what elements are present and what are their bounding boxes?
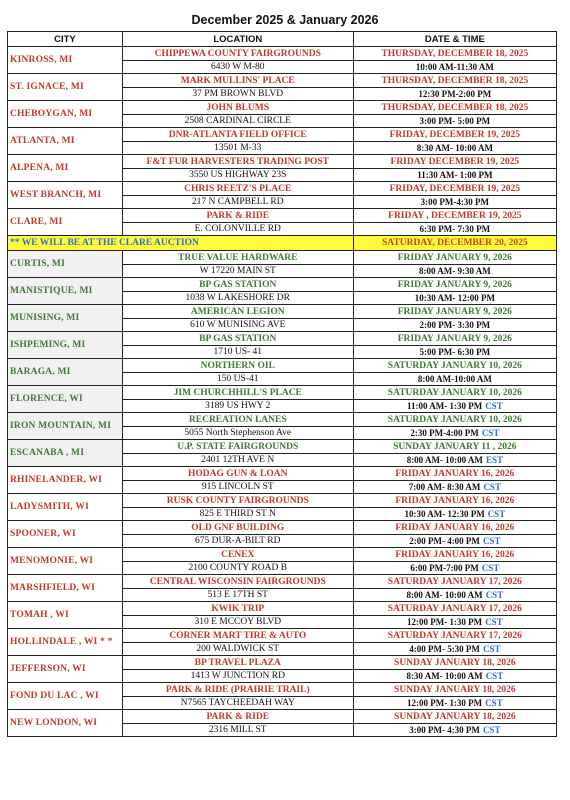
schedule-row-top — [8, 101, 557, 115]
location-address: 2508 CARDINAL CIRCLE — [122, 115, 353, 128]
timezone-label: CST — [485, 590, 504, 600]
location-address: 2401 12TH AVE N — [122, 454, 353, 467]
location-address: 1038 W LAKESHORE DR — [122, 292, 353, 305]
city-cell: CHEBOYGAN, MI — [8, 101, 123, 128]
banner-text: ** WE WILL BE AT THE CLARE AUCTION — [8, 236, 354, 251]
banner-row — [8, 236, 557, 251]
location-address: 1710 US- 41 — [122, 346, 353, 359]
location-name: RECREATION LANES — [122, 413, 353, 427]
schedule-row-top — [8, 251, 557, 265]
location-address: 2100 COUNTY ROAD B — [122, 562, 353, 575]
stop-time — [353, 142, 556, 155]
location-name: OLD GNF BUILDING — [122, 521, 353, 535]
time-text: 2:30 PM-4:00 PM — [410, 428, 479, 438]
timezone-label: CST — [482, 725, 501, 735]
stop-date: FRIDAY JANUARY 9, 2026 — [353, 251, 556, 265]
city-cell: BARAGA, MI — [8, 359, 123, 386]
stop-date: FRIDAY DECEMBER 19, 2025 — [353, 155, 556, 169]
city-cell: NEW LONDON, WI — [8, 710, 123, 737]
stop-date: SUNDAY JANUARY 18, 2026 — [353, 656, 556, 670]
location-name: DNR-ATLANTA FIELD OFFICE — [122, 128, 353, 142]
city-cell: WEST BRANCH, MI — [8, 182, 123, 209]
stop-date: FRIDAY JANUARY 9, 2026 — [353, 332, 556, 346]
time-text: 8:00 AM- 10:00 AM — [406, 590, 483, 600]
city-cell: MENOMONIE, WI — [8, 548, 123, 575]
location-address: 610 W MUNISING AVE — [122, 319, 353, 332]
city-header: CITY — [8, 32, 123, 47]
location-address: 150 US-41 — [122, 373, 353, 386]
location-name: CHRIS REETZ'S PLACE — [122, 182, 353, 196]
city-cell: TOMAH , WI — [8, 602, 123, 629]
city-cell: ATLANTA, MI — [8, 128, 123, 155]
stop-time — [353, 292, 556, 305]
city-cell: ST. IGNACE, MI — [8, 74, 123, 101]
location-name: MARK MULLINS' PLACE — [122, 74, 353, 88]
schedule-row-top — [8, 128, 557, 142]
stop-time — [353, 724, 556, 737]
time-text: 7:00 AM- 8:30 AM — [408, 482, 481, 492]
stop-time — [353, 481, 556, 494]
timezone-label: CST — [482, 644, 501, 654]
time-text: 10:30 AM- 12:00 PM — [414, 293, 495, 303]
city-cell: LADYSMITH, WI — [8, 494, 123, 521]
city-cell: FLORENCE, WI — [8, 386, 123, 413]
time-text: 11:30 AM- 1:00 PM — [417, 170, 493, 180]
banner-date: SATURDAY, DECEMBER 20, 2025 — [353, 236, 556, 251]
stop-time — [353, 196, 556, 209]
stop-time — [353, 535, 556, 548]
location-address: N7565 TAYCHEEDAH WAY — [122, 697, 353, 710]
location-name: BP GAS STATION — [122, 332, 353, 346]
stop-time — [353, 169, 556, 182]
location-address: 217 N CAMPBELL RD — [122, 196, 353, 209]
city-cell: MARSHFIELD, WI — [8, 575, 123, 602]
city-cell: CLARE, MI — [8, 209, 123, 236]
stop-date: FRIDAY , DECEMBER 19, 2025 — [353, 209, 556, 223]
stop-time — [353, 427, 556, 440]
schedule-row-top — [8, 494, 557, 508]
schedule-body — [8, 47, 557, 737]
location-name: AMERICAN LEGION — [122, 305, 353, 319]
city-cell: SPOONER, WI — [8, 521, 123, 548]
timezone-label: CST — [481, 563, 500, 573]
time-text: 3:00 PM-4:30 PM — [420, 197, 490, 207]
time-text: 2:00 PM- 4:00 PM — [409, 536, 480, 546]
stop-date: SATURDAY JANUARY 17, 2026 — [353, 629, 556, 643]
timezone-label: CST — [487, 509, 506, 519]
city-cell: ISHPEMING, MI — [8, 332, 123, 359]
stop-date: FRIDAY JANUARY 16, 2026 — [353, 521, 556, 535]
location-address: 3189 US HWY 2 — [122, 400, 353, 413]
location-name: PARK & RIDE — [122, 209, 353, 223]
schedule-row-top — [8, 209, 557, 223]
stop-time — [353, 88, 556, 101]
city-cell: MUNISING, MI — [8, 305, 123, 332]
datetime-header: DATE & TIME — [353, 32, 556, 47]
stop-time — [353, 643, 556, 656]
location-address: 13501 M-33 — [122, 142, 353, 155]
location-name: PARK & RIDE (PRAIRIE TRAIL) — [122, 683, 353, 697]
time-text: 8:00 AM- 10:00 AM — [406, 455, 483, 465]
time-text: 5:00 PM- 6:30 PM — [419, 347, 491, 357]
location-address: 513 E 17TH ST — [122, 589, 353, 602]
stop-date: FRIDAY, DECEMBER 19, 2025 — [353, 182, 556, 196]
time-text: 3:00 PM- 5:00 PM — [419, 116, 491, 126]
stop-time — [353, 319, 556, 332]
location-name: TRUE VALUE HARDWARE — [122, 251, 353, 265]
stop-date: SATURDAY JANUARY 17, 2026 — [353, 575, 556, 589]
location-address: 200 WALDWICK ST — [122, 643, 353, 656]
schedule-row-top — [8, 278, 557, 292]
timezone-label: CST — [481, 428, 500, 438]
timezone-label: CST — [482, 536, 501, 546]
location-address: 675 DUR-A-BILT RD — [122, 535, 353, 548]
schedule-row-top — [8, 440, 557, 454]
stop-time — [353, 400, 556, 413]
schedule-row-top — [8, 359, 557, 373]
schedule-row-top — [8, 575, 557, 589]
stop-date: THURSDAY, DECEMBER 18, 2025 — [353, 101, 556, 115]
location-name: NORTHERN OIL — [122, 359, 353, 373]
stop-date: SUNDAY JANUARY 18, 2026 — [353, 710, 556, 724]
stop-time — [353, 373, 556, 386]
stop-date: SATURDAY JANUARY 10, 2026 — [353, 386, 556, 400]
location-address: 825 E THIRD ST N — [122, 508, 353, 521]
location-address: 915 LINCOLN ST — [122, 481, 353, 494]
stop-date: THURSDAY, DECEMBER 18, 2025 — [353, 74, 556, 88]
time-text: 12:30 PM-2:00 PM — [418, 89, 492, 99]
schedule-row-top — [8, 155, 557, 169]
schedule-row-top — [8, 602, 557, 616]
stop-date: SUNDAY JANUARY 11 , 2026 — [353, 440, 556, 454]
time-text: 4:00 PM- 5:30 PM — [409, 644, 480, 654]
city-cell: ESCANABA , MI — [8, 440, 123, 467]
stop-date: SATURDAY JANUARY 10, 2026 — [353, 413, 556, 427]
time-text: 12:00 PM- 1:30 PM — [406, 617, 483, 627]
location-name: BP GAS STATION — [122, 278, 353, 292]
city-cell: IRON MOUNTAIN, MI — [8, 413, 123, 440]
timezone-label: CST — [485, 401, 503, 411]
location-address: E. COLONVILLE RD — [122, 223, 353, 236]
stop-time — [353, 115, 556, 128]
time-text: 12:00 PM- 1:30 PM — [406, 698, 483, 708]
stop-time — [353, 454, 556, 467]
schedule-row-top — [8, 386, 557, 400]
location-name: JOHN BLUMS — [122, 101, 353, 115]
time-text: 2:00 PM- 3:30 PM — [419, 320, 491, 330]
stop-time — [353, 508, 556, 521]
location-name: HODAG GUN & LOAN — [122, 467, 353, 481]
location-name: U.P. STATE FAIRGROUNDS — [122, 440, 353, 454]
location-address: 6430 W M-80 — [122, 61, 353, 74]
city-cell: MANISTIQUE, MI — [8, 278, 123, 305]
stop-date: FRIDAY JANUARY 9, 2026 — [353, 305, 556, 319]
stop-time — [353, 61, 556, 74]
location-name: CENTRAL WISCONSIN FAIRGROUNDS — [122, 575, 353, 589]
city-cell: RHINELANDER, WI — [8, 467, 123, 494]
location-name: CENEX — [122, 548, 353, 562]
stop-time — [353, 670, 556, 683]
time-text: 3:00 PM- 4:30 PM — [409, 725, 480, 735]
stop-date: FRIDAY JANUARY 9, 2026 — [353, 278, 556, 292]
timezone-label: CST — [485, 698, 503, 708]
location-header: LOCATION — [122, 32, 353, 47]
location-address: 37 PM BROWN BLVD — [122, 88, 353, 101]
time-text: 8:30 AM- 10:00 AM — [406, 671, 483, 681]
city-cell: ALPENA, MI — [8, 155, 123, 182]
schedule-table — [7, 31, 557, 737]
location-name: PARK & RIDE — [122, 710, 353, 724]
schedule-row-top — [8, 74, 557, 88]
stop-date: SATURDAY JANUARY 17, 2026 — [353, 602, 556, 616]
stop-time — [353, 223, 556, 236]
location-address: W 17220 MAIN ST — [122, 265, 353, 278]
schedule-row-top — [8, 710, 557, 724]
timezone-label: EST — [485, 455, 503, 465]
location-name: F&T FUR HARVESTERS TRADING POST — [122, 155, 353, 169]
time-text: 11:00 AM- 1:30 PM — [406, 401, 483, 411]
location-name: BP TRAVEL PLAZA — [122, 656, 353, 670]
city-cell: JEFFERSON, WI — [8, 656, 123, 683]
stop-date: FRIDAY JANUARY 16, 2026 — [353, 548, 556, 562]
location-address: 3550 US HIGHWAY 23S — [122, 169, 353, 182]
location-name: CHIPPEWA COUNTY FAIRGROUNDS — [122, 47, 353, 61]
schedule-row-top — [8, 47, 557, 61]
schedule-row-top — [8, 683, 557, 697]
stop-date: SATURDAY JANUARY 10, 2026 — [353, 359, 556, 373]
stop-date: FRIDAY, DECEMBER 19, 2025 — [353, 128, 556, 142]
schedule-row-top — [8, 182, 557, 196]
location-address: 310 E MCCOY BLVD — [122, 616, 353, 629]
schedule-row-top — [8, 656, 557, 670]
schedule-row-top — [8, 521, 557, 535]
location-name: JIM CHURCHHILL'S PLACE — [122, 386, 353, 400]
timezone-label: CST — [485, 671, 504, 681]
city-cell: HOLLINDALE , WI * * — [8, 629, 123, 656]
city-cell: KINROSS, MI — [8, 47, 123, 74]
schedule-row-top — [8, 305, 557, 319]
time-text: 8:30 AM- 10:00 AM — [416, 143, 493, 153]
stop-time — [353, 589, 556, 602]
stop-time — [353, 697, 556, 710]
stop-time — [353, 616, 556, 629]
timezone-label: CST — [483, 482, 501, 492]
stop-time — [353, 265, 556, 278]
time-text: 8:00 AM-10:00 AM — [417, 374, 492, 384]
schedule-row-top — [8, 467, 557, 481]
city-cell: CURTIS, MI — [8, 251, 123, 278]
stop-date: THURSDAY, DECEMBER 18, 2025 — [353, 47, 556, 61]
location-name: RUSK COUNTY FAIRGROUNDS — [122, 494, 353, 508]
timezone-label: CST — [485, 617, 503, 627]
header-row — [8, 32, 557, 47]
schedule-row-top — [8, 548, 557, 562]
page-title: December 2025 & January 2026 — [191, 13, 379, 27]
stop-date: SUNDAY JANUARY 18, 2026 — [353, 683, 556, 697]
schedule-row-top — [8, 629, 557, 643]
location-name: CORNER MART TIRE & AUTO — [122, 629, 353, 643]
stop-date: FRIDAY JANUARY 16, 2026 — [353, 494, 556, 508]
city-cell: FOND DU LAC , WI — [8, 683, 123, 710]
stop-date: FRIDAY JANUARY 16, 2026 — [353, 467, 556, 481]
stop-time — [353, 562, 556, 575]
time-text: 10:00 AM-11:30 AM — [415, 62, 494, 72]
time-text: 8:00 AM- 9:30 AM — [418, 266, 491, 276]
time-text: 6:30 PM- 7:30 PM — [419, 224, 491, 234]
location-address: 5055 North Stephenson Ave — [122, 427, 353, 440]
time-text: 10:30 AM- 12:30 PM — [404, 509, 485, 519]
location-address: 2316 MILL ST — [122, 724, 353, 737]
location-address: 1413 W JUNCTION RD — [122, 670, 353, 683]
location-name: KWIK TRIP — [122, 602, 353, 616]
stop-time — [353, 346, 556, 359]
schedule-row-top — [8, 332, 557, 346]
time-text: 6:00 PM-7:00 PM — [410, 563, 479, 573]
schedule-row-top — [8, 413, 557, 427]
